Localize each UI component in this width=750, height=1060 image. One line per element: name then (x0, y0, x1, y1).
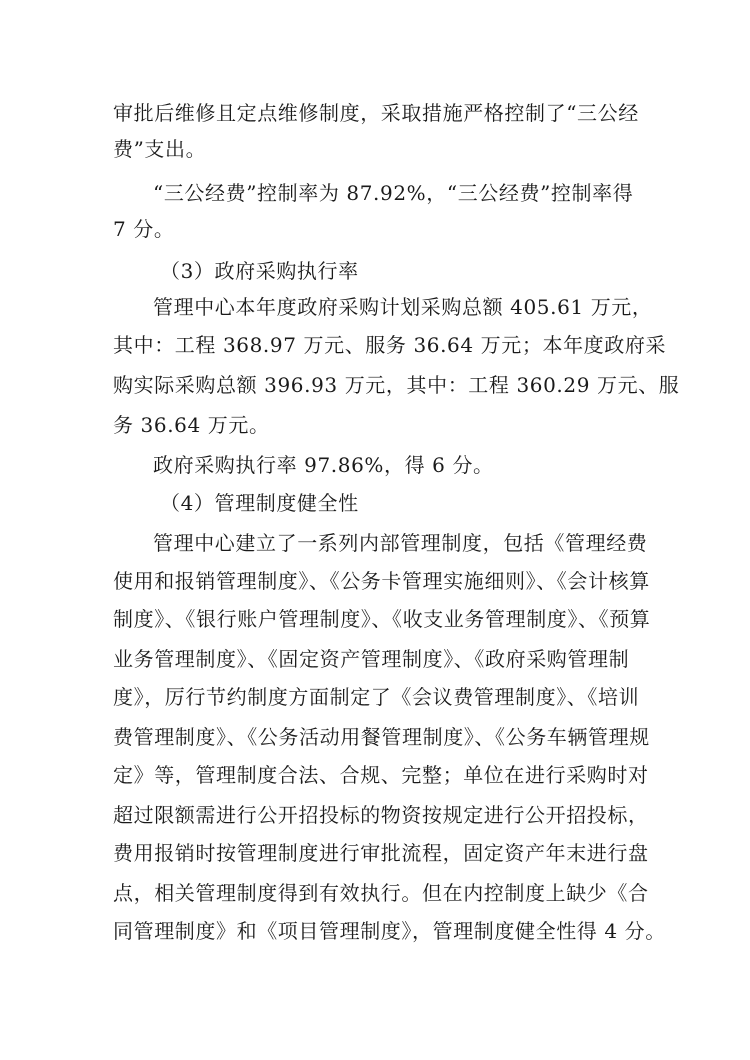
paragraph-line: 务 36.64 万元。 (113, 413, 270, 437)
paragraph-line: 费用报销时按管理制度进行审批流程，固定资产年末进行盘 (113, 841, 649, 865)
paragraph-line: 使用和报销管理制度》、《公务卡管理实施细则》、《会计核算 (113, 569, 650, 593)
section-heading: （3）政府采购执行率 (160, 259, 359, 283)
section-heading: （4）管理制度健全性 (160, 491, 359, 515)
paragraph-line: 制度》、《银行账户管理制度》、《收支业务管理制度》、《预算 (113, 607, 651, 631)
paragraph-line: 其中：工程 368.97 万元、服务 36.64 万元；本年度政府采 (113, 333, 667, 357)
paragraph-line: 业务管理制度》、《固定资产管理制度》、《政府采购管理制 (113, 647, 630, 671)
paragraph-line: 费管理制度》、《公务活动用餐管理制度》、《公务车辆管理规 (113, 725, 650, 749)
paragraph-line: 政府采购执行率 97.86%，得 6 分。 (153, 453, 494, 477)
paragraph-line: 点，相关管理制度得到有效执行。但在内控制度上缺少《合 (113, 881, 649, 905)
paragraph-line: 管理中心建立了一系列内部管理制度，包括《管理经费 (153, 531, 648, 555)
paragraph-line: “三公经费”控制率为 87.92%，“三公经费”控制率得 (153, 181, 634, 205)
paragraph-line: 费”支出。 (113, 137, 207, 161)
paragraph-line: 超过限额需进行公开招投标的物资按规定进行公开招投标， (113, 803, 649, 827)
paragraph-line: 度》，厉行节约制度方面制定了《会议费管理制度》、《培训 (113, 685, 640, 709)
paragraph-line: 定》等，管理制度合法、合规、完整；单位在进行采购时对 (113, 763, 649, 787)
paragraph-line: 审批后维修且定点维修制度，采取措施严格控制了“三公经 (113, 101, 639, 125)
paragraph-line: 同管理制度》和《项目管理制度》，管理制度健全性得 4 分。 (113, 919, 666, 943)
paragraph-line: 购实际采购总额 396.93 万元，其中：工程 360.29 万元、服 (113, 373, 680, 397)
paragraph-line: 管理中心本年度政府采购计划采购总额 405.61 万元， (153, 295, 653, 319)
paragraph-line: 7 分。 (113, 217, 175, 241)
